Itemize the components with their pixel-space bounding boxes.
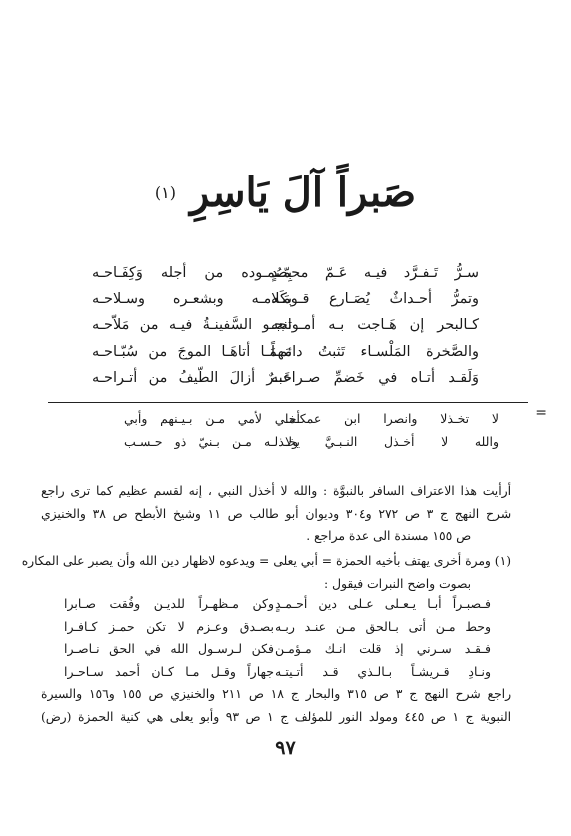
footnote-verse-line: فـقـد سـرني إذ قلت انـك مـؤمـن	[275, 641, 491, 657]
footnote-verse-line: بصـدق وعـزم لا تكن حمـز كـافـرا	[64, 618, 274, 634]
poem-verse-right: وتمرُّ أحـداثٌ يُصَـارع قـومَـه	[271, 291, 479, 308]
footnote-verse-line: ونـادِ قـريشـاً بـالـذي قـد أتـيتـه	[275, 663, 491, 679]
footnote-verse-right	[275, 593, 491, 683]
poem-first-hemistichs	[271, 260, 479, 391]
footnote-verse-line: فكن لـرسـول الله في الحق نـاصـرا	[64, 641, 274, 657]
footnote-verse-line: وكن مـظهـراً للديـن وفُقت صـابرا	[64, 596, 274, 611]
page-number: ٩٧	[275, 737, 296, 759]
footnote-line: النبوية ج ١ ص ٤٤٥ ومولد النور للمؤلف ج ١ ص ٩٣ وأبو يعلى هي كنية الحمزة (رض)	[41, 709, 512, 724]
footnote-verse-line: وحط مـن أتى بـالحق مـن عنـد ربـه	[275, 618, 491, 634]
footnote-verse-left	[64, 593, 274, 683]
footnote-line: (١) ومرة أخرى يهتف بأخيه الحمزة = أبي يعلى = ويدعوه لاظهار دين الله وأن يصبر على المكاره	[21, 554, 511, 568]
footnote-divider	[48, 402, 528, 403]
footnote-verse-left	[124, 408, 300, 453]
poem-verse-left: تنجـو السَّفينـةُ فيـه من مَلاّحـه	[92, 317, 292, 334]
footnote-paragraph	[21, 550, 511, 595]
footnote-line: شرح النهج ج ٣ ص ٢٧٢ و٣٠٤ وديوان أبو طالب ص ١١ وشيخ الأبطح ص ٣٨ والخنيزي	[41, 506, 511, 521]
footnote-line: أرأيت هذا الاعتراف السافر بالنبوَّة : والله لا أخذل النبي ، إنه لقسم عظيم كما ترى راجع	[41, 484, 511, 498]
poem-verse-right: وَلَقـد أتـاه في خَضمِّ صـراعـه	[271, 369, 479, 386]
footnote-verse-line: جهاراً وقـل مـا كـان أحمد سـاحـرا	[64, 663, 274, 679]
footnote-verse-line: يخـذلـه مـن بـنيّ ذو حـسـب	[124, 433, 300, 449]
page-title	[0, 168, 571, 218]
poem-verse-left: خَبـرٌ أزالَ الطّيفُ من أتـراحـه	[92, 369, 292, 386]
footnote-line: ص ١٥٥ مسندة الى عدة مراجع .	[306, 529, 471, 544]
footnote-paragraph	[41, 683, 511, 728]
footnote-verse-line: أخـي لأمي مـن بـيـنهم وأبي	[124, 411, 300, 426]
footnote-line: راجع شرح النهج ج ٣ ص ٣١٥ والبحار ج ١٨ ص ٢١١ والخنيزي ص ١٥٥ و١٥٦ والسيرة	[41, 687, 512, 701]
footnote-paragraph	[41, 480, 511, 548]
footnote-verse-right	[285, 408, 499, 453]
footnote-verse-line: لا تخـذلا وانصرا ابن عمكـما	[285, 411, 499, 426]
footnote-continuation-mark: =	[535, 405, 547, 421]
poem-verse-right: والصَّخرة المَلْسـاء تَثبتُ دائمـاً	[271, 343, 479, 360]
footnote-verse-line: فـصبـراً أبـا يـعـلى عـلى دين أحـمـدٍ	[275, 596, 491, 611]
poem-verse-left: بِصُمـوده من أجله وَكِفَـاحـه	[92, 265, 292, 281]
poem-verse-left: مَهمَـا أتاهَـا الموجَ من سُبّـاحـه	[92, 343, 292, 360]
poem-verse-right: كـالبحر إن هَـاجت بـه أمـواجه	[271, 317, 479, 334]
poem-verse-left: بكَلامـه وبشعـره وسـلاحـه	[92, 291, 292, 308]
footnote-verse-line: والله لا أخـذل النـبـيَّ ولا	[285, 433, 499, 449]
title-footnote-marker: (١)	[154, 183, 176, 202]
title-text: صَبراً آلَ يَاسِرِ	[189, 169, 417, 216]
poem-second-hemistichs	[92, 260, 292, 391]
poem-verse-right: سـرُّ تَـفـرَّد فيـه عَـمّ محمّـدٍ	[271, 265, 479, 281]
footnote-line: بصوت واضح النبرات فيقول :	[324, 576, 471, 591]
